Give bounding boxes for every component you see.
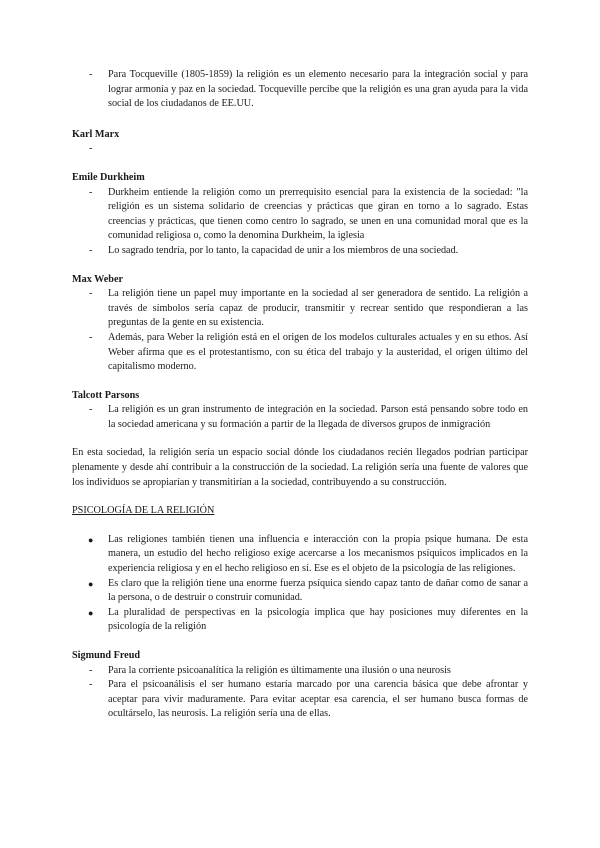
parsons-list: [72, 403, 528, 432]
dash-marker: -: [89, 331, 93, 343]
list-item: [72, 331, 528, 375]
dash-marker: -: [89, 186, 93, 198]
tocqueville-text: Para Tocqueville (1805-1859) la religión es un elemento necesario para la integración social y para lograr armonía y paz en la sociedad. Tocqueville percibe que la religión es una gran ayuda para la vida social de los ciudadanos de EE.UU.: [108, 69, 528, 110]
heading-sigmund-freud: Sigmund Freud: [72, 650, 141, 661]
psychology-item-3-text: La pluralidad de perspectivas en la psicología implica que hay posiciones muy diferentes en la psicología de la religión: [108, 606, 528, 633]
list-item: [72, 403, 528, 432]
durkheim-item-2-text: Lo sagrado tendría, por lo tanto, la capacidad de unir a los miembros de una sociedad.: [108, 244, 459, 256]
dash-marker: -: [89, 244, 93, 256]
durkheim-item-1-text: Durkheim entiende la religión como un prerrequisito esencial para la existencia de la sociedad: "la religión es un sistema solidario de creencias y prácticas que giran en torno a lo sagrado. Estas creencias y prácticas, que tienen como centro lo sagrado, se unen en una comunidad moral que es la comunidad religiosa o, como la denomina Durkheim, la iglesia: [108, 186, 528, 242]
list-item: [72, 678, 528, 722]
heading-talcott-parsons: Talcott Parsons: [72, 389, 140, 401]
list-item: [72, 186, 528, 244]
psychology-list: [72, 533, 528, 635]
bullet-marker: ●: [88, 534, 94, 545]
dash-marker: -: [89, 69, 93, 80]
heading-emile-durkheim: Emile Durkheim: [72, 171, 145, 183]
list-item: [72, 244, 528, 259]
list-item: [72, 142, 528, 157]
freud-item-1-text: Para la corriente psicoanalítica la religión es últimamente una ilusión o una neurosis: [108, 664, 451, 676]
list-item: [72, 287, 528, 331]
dash-marker: -: [89, 679, 93, 691]
dash-marker: -: [89, 664, 93, 676]
bullet-marker: ●: [88, 607, 94, 618]
freud-item-2-text: Para el psicoanálisis el ser humano estaría marcado por una carencia básica que debe afrontar y aceptar para vivir maduramente. Para evitar aceptar esa carencia, el ser humano busca formas de ocultárselo, las neurosis. La religión sería una de ellas.: [108, 679, 528, 720]
freud-list: [72, 664, 528, 722]
list-item: [72, 533, 528, 577]
weber-item-1-text: La religión tiene un papel muy importante en la sociedad al ser generadora de sentido. La religión a través de símbolos sería capaz de producir, transmitir y recrear sentido que respondieran a las preguntas de la gente en su existencia.: [108, 288, 528, 329]
parsons-item-1-text: La religión es un gran instrumento de integración en la sociedad. Parson está pensando sobre todo en la sociedad americana y su formación a partir de la llegada de diversos grupos de inmigración: [108, 404, 528, 430]
list-item: [72, 606, 528, 635]
list-item: [72, 68, 528, 112]
tocqueville-list: [72, 68, 528, 112]
dash-marker: -: [89, 143, 93, 155]
durkheim-list: [72, 186, 528, 259]
list-item: [72, 664, 528, 679]
marx-list: [72, 142, 528, 157]
section-title-psychology: PSICOLOGÍA DE LA RELIGIÓN: [72, 505, 215, 517]
society-paragraph: En esta sociedad, la religión sería un espacio social dónde los ciudadanos recién llegados podrían participar plenamente y desde ahí contribuir a la construcción de la sociedad. La religión sería una fuente de valores que los individuos se apropiarían y transmitirían a la sociedad, contribuyendo a su construcción.: [72, 447, 528, 488]
weber-item-2-text: Además, para Weber la religión está en el origen de los modelos culturales actuales y en su ethos. Así Weber afirma que es el protestantismo, con su ética del trabajo y la austeridad, el origen último del capitalismo moderno.: [108, 331, 528, 373]
heading-karl-marx: Karl Marx: [72, 128, 120, 140]
dash-marker: -: [89, 288, 93, 300]
list-item: [72, 577, 528, 606]
dash-marker: -: [89, 404, 93, 416]
psychology-item-1-text: Las religiones también tienen una influencia e interacción con la propia psique humana. De esta manera, un estudio del hecho religioso exige acercarse a los mecanismos psíquicos implicados en la experiencia religiosa y en el hecho religioso en sí. Ese es el objeto de la psicología de las religiones.: [108, 533, 528, 575]
psychology-item-2-text: Es claro que la religión tiene una enorme fuerza psíquica siendo capaz tanto de dañar como de sanar a la persona, o de destruir o construir comunidad.: [108, 577, 528, 604]
document-page: [72, 68, 528, 722]
heading-max-weber: Max Weber: [72, 273, 124, 285]
weber-list: [72, 287, 528, 375]
bullet-marker: ●: [88, 578, 94, 589]
